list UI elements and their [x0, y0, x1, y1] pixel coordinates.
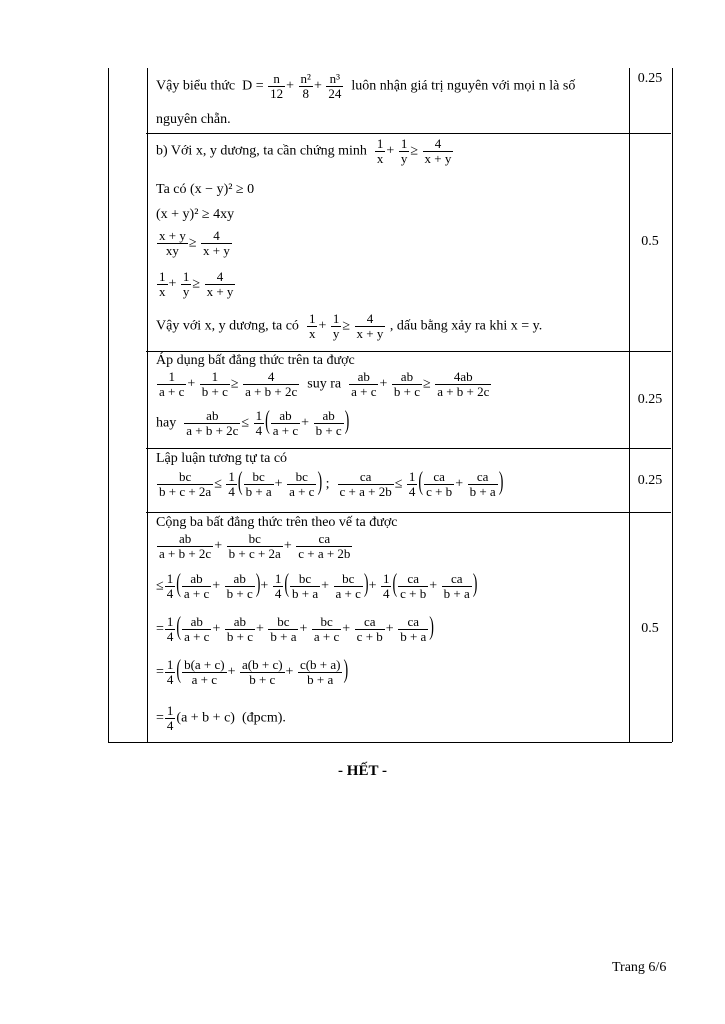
row3-line2: $\frac{1}{a + c}$ + $\frac{1}{b + c}$ ≥ $\frac{4}{a + b + 2c}$ suy ra $\frac{ab}{a + c}$ + $\frac{ab}{b + c}$ ≥ $\frac{4ab}{a + b + 2c}$: [159, 369, 490, 399]
row5-line1: Cộng ba bất đẳng thức trên theo vế ta được: [156, 515, 398, 530]
score-row1: 0.25: [637, 71, 663, 86]
row5-line2: $\frac{ab}{a + b + 2c}$ + $\frac{bc}{b + c + 2a}$ + $\frac{ca}{c + a + 2b}$: [159, 531, 351, 561]
end-mark: - HẾT -: [338, 763, 387, 779]
row5-line6: = $\frac{1}{4}$ (a + b + c) (đpcm).: [156, 703, 286, 733]
row4-line2: $\frac{bc}{b + c + 2a}$ ≤ $\frac{1}{4}$ ( $\frac{bc}{b + a}$ + $\frac{bc}{a + c}$ ) ; $\frac{ca}{c + a + 2b}$ ≤ $\frac{1}{4}$ ( $\frac{ca}{c + b}$ + $\frac{ca}{b + a}$ ): [159, 468, 504, 499]
row1-line1: Vậy biểu thức D = $\frac{n}{12}$ + $\frac{\text{n²}}{8}$ + $\frac{\text{n³}}{24}$ luôn nhận giá trị nguyên với mọi n là số: [156, 71, 576, 101]
row5-line5: = $\frac{1}{4}$ ( $\frac{b(a + c)}{a + c}$ + $\frac{a(b + c)}{b + c}$ + $\frac{c(b + a)}{b + a}$ ): [156, 656, 349, 687]
row2-line3: (x + y)² ≥ 4xy: [156, 207, 235, 222]
table-bottom-border: [108, 742, 672, 743]
row-divider: [146, 351, 671, 352]
row2-line1: b) Với x, y dương, ta cần chứng minh $\frac{1}{x}$ + $\frac{1}{y}$ ≥ $\frac{4}{x + y}$: [156, 136, 452, 166]
page-number: Trang 6/6: [612, 960, 667, 975]
row1-line2: nguyên chẵn.: [156, 112, 231, 127]
row3-line1: Áp dụng bất đẳng thức trên ta được: [156, 353, 355, 368]
row-divider: [146, 133, 671, 134]
score-row5: 0.5: [641, 621, 659, 636]
table-column-left: [108, 68, 148, 742]
row2-line5: $\frac{1}{x}$ + $\frac{1}{y}$ ≥ $\frac{4}{x + y}$: [159, 269, 234, 299]
score-row4: 0.25: [637, 473, 663, 488]
score-row2: 0.5: [641, 234, 659, 249]
row2-line2: Ta có (x − y)² ≥ 0: [156, 182, 255, 197]
row5-line3: ≤ $\frac{1}{4}$ ( $\frac{ab}{a + c}$ + $\frac{ab}{b + c}$ )+ $\frac{1}{4}$ ( $\frac{bc}{b + a}$ + $\frac{bc}{a + c}$ )+ $\frac{1}{4}$ ( $\frac{ca}{c + b}$ + $\frac{ca}{b + a}$ ): [156, 570, 478, 601]
score-row3: 0.25: [637, 392, 663, 407]
row3-line3: hay $\frac{ab}{a + b + 2c}$ ≤ $\frac{1}{4}$ ( $\frac{ab}{a + c}$ + $\frac{ab}{b + c}$ ): [156, 407, 350, 438]
row-divider: [146, 448, 671, 449]
row4-line1: Lập luận tương tự ta có: [156, 451, 288, 466]
row5-line4: = $\frac{1}{4}$ ( $\frac{ab}{a + c}$ + $\frac{ab}{b + c}$ + $\frac{bc}{b + a}$ + $\frac{bc}{a + c}$ + $\frac{ca}{c + b}$ + $\frac{ca}{b + a}$ ): [156, 613, 434, 644]
row-divider: [146, 512, 671, 513]
row2-line4: $\frac{x + y}{xy}$ ≥ $\frac{4}{x + y}$: [159, 228, 230, 258]
row2-conclusion: Vậy với x, y dương, ta có $\frac{1}{x}$ + $\frac{1}{y}$ ≥ $\frac{4}{x + y}$ , dấu bằng xảy ra khi x = y.: [156, 311, 543, 341]
